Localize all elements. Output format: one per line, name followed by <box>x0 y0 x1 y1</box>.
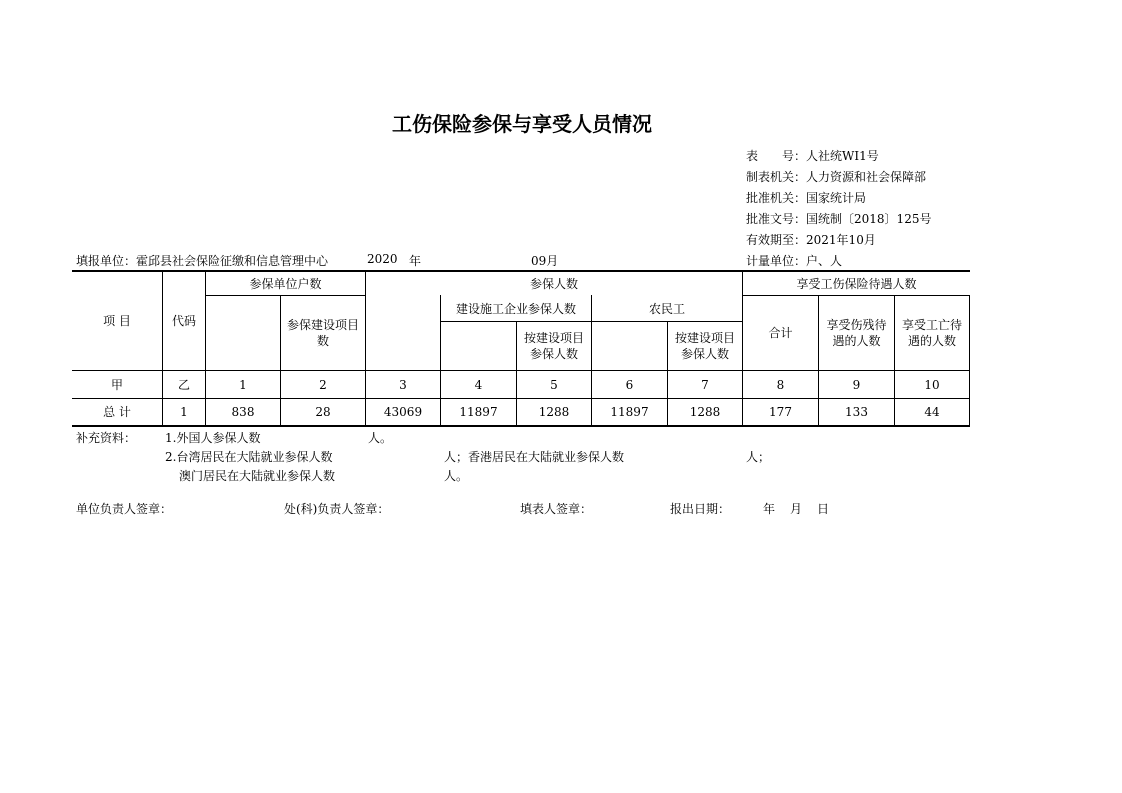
index-cell: 乙 <box>177 377 190 392</box>
header-migrant-project: 按建设项目参保人数 <box>674 331 735 361</box>
header-item: 项 目 <box>103 314 131 328</box>
supplement-item-2b-unit: 人； <box>746 450 771 464</box>
report-date-day: 日 <box>817 502 830 516</box>
form-number-label: 表 号： <box>746 149 807 163</box>
table-bottom-border <box>72 425 970 427</box>
form-number-value: 人社统WI1号 <box>806 149 879 163</box>
measure-unit-label: 计量单位： <box>746 254 807 268</box>
approving-org-label: 批准机关： <box>746 191 807 205</box>
supplement-item-1: 1.外国人参保人数 <box>165 431 261 445</box>
report-year-value: 2020 <box>367 252 398 266</box>
index-cell: 5 <box>550 377 558 392</box>
report-date-year: 年 <box>763 502 776 516</box>
filler-signature: 填表人签章： <box>520 502 593 516</box>
supplement-label: 补充资料： <box>76 431 137 445</box>
report-year-label: 年 <box>409 254 422 268</box>
header-migrant-group: 农民工 <box>648 301 685 316</box>
index-cell: 甲 <box>110 377 123 392</box>
approval-doc-value: 国统制〔2018〕125号 <box>806 212 932 226</box>
index-cell: 6 <box>625 377 634 392</box>
report-month-value: 09月 <box>531 254 559 268</box>
total-cell: 177 <box>769 405 792 419</box>
index-cell: 9 <box>852 377 861 392</box>
total-cell: 1 <box>180 405 188 419</box>
col-divider-12 <box>969 295 970 426</box>
issuing-org-label: 制表机关： <box>746 170 807 184</box>
header-construction-group: 建设施工企业参保人数 <box>455 301 576 316</box>
header-benefit-total: 合计 <box>768 326 793 340</box>
report-date-month: 月 <box>790 502 803 516</box>
supplement-item-2c-unit: 人。 <box>444 469 469 483</box>
total-label-cell: 总 计 <box>103 405 131 419</box>
total-cell: 11897 <box>610 405 649 419</box>
index-cell: 10 <box>924 377 940 392</box>
header-units-group: 参保单位户数 <box>249 276 322 291</box>
total-cell: 1288 <box>689 405 721 419</box>
header-code: 代码 <box>171 314 196 328</box>
index-cell: 4 <box>474 377 483 392</box>
index-cell: 8 <box>776 377 785 392</box>
total-cell: 44 <box>924 405 940 419</box>
supplement-item-2a-unit: 人；香港居民在大陆就业参保人数 <box>444 450 625 464</box>
unit-head-signature: 单位负责人签章： <box>76 502 173 516</box>
valid-until-value: 2021年10月 <box>806 233 876 247</box>
measure-unit-value: 户、人 <box>806 254 843 268</box>
total-cell: 838 <box>231 405 255 419</box>
index-cell: 3 <box>399 377 407 392</box>
header-insured-group: 参保人数 <box>529 276 578 291</box>
header-units-project: 参保建设项目数 <box>286 318 359 348</box>
approving-org-value: 国家统计局 <box>806 191 867 205</box>
supplement-item-1-unit: 人。 <box>368 431 393 445</box>
index-cell: 2 <box>319 377 327 392</box>
header-benefit-death: 享受工亡待遇的人数 <box>901 318 962 348</box>
page-title: 工伤保险参保与享受人员情况 <box>392 112 652 136</box>
header-construction-project: 按建设项目参保人数 <box>523 331 584 361</box>
supplement-item-2a: 2.台湾居民在大陆就业参保人数 <box>165 450 333 464</box>
total-cell: 43069 <box>383 405 423 419</box>
total-cell: 11897 <box>459 405 498 419</box>
index-cell: 7 <box>701 377 709 392</box>
total-cell: 28 <box>315 405 331 419</box>
filling-unit-value: 霍邱县社会保险征缴和信息管理中心 <box>136 254 329 268</box>
dept-head-signature: 处(科)负责人签章： <box>284 502 390 516</box>
header-benefit-disability: 享受伤残待遇的人数 <box>826 318 887 348</box>
total-cell: 133 <box>845 405 868 419</box>
issuing-org-value: 人力资源和社会保障部 <box>806 170 927 184</box>
header-benefit-group: 享受工伤保险待遇人数 <box>796 276 917 291</box>
supplement-item-2c: 澳门居民在大陆就业参保人数 <box>179 469 336 483</box>
filling-unit-label: 填报单位： <box>76 254 137 268</box>
approval-doc-label: 批准文号： <box>746 212 807 226</box>
valid-until-label: 有效期至： <box>746 233 807 247</box>
report-date-label: 报出日期： <box>670 502 731 516</box>
index-cell: 1 <box>239 377 247 392</box>
total-cell: 1288 <box>538 405 570 419</box>
